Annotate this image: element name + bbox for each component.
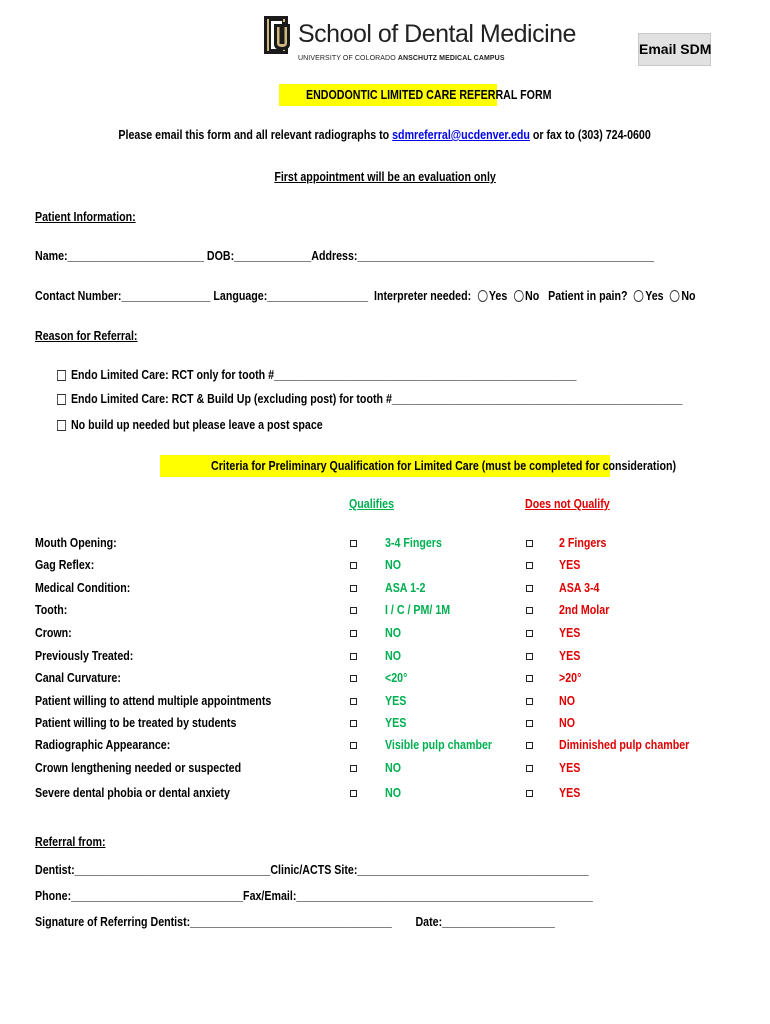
qualifies-checkbox[interactable] [350,720,357,727]
clinic-field[interactable]: _______________________________________ [357,862,589,877]
contact-field[interactable]: _______________ [121,288,211,303]
fax-email-field[interactable]: __________________________________________________ [296,888,593,903]
qualifies-value: 3-4 Fingers [385,535,442,550]
criteria-label: Patient willing to attend multiple appointments [35,693,272,708]
criteria-label: Crown lengthening needed or suspected [35,760,242,775]
not-qualify-value: NO [559,715,575,730]
qualifies-checkbox[interactable] [350,562,357,569]
reason-heading: Reason for Referral: [35,328,138,343]
not-qualify-value: 2 Fingers [559,535,607,550]
referral-from-heading: Referral from: [35,834,106,849]
reason-3-checkbox[interactable] [57,420,66,431]
qualifies-checkbox[interactable] [350,540,357,547]
criteria-label: Mouth Opening: [35,535,117,550]
cu-logo-icon [262,14,292,56]
date-field[interactable]: ___________________ [442,914,555,929]
not-qualify-checkbox[interactable] [526,585,533,592]
not-qualify-checkbox[interactable] [526,698,533,705]
campus-line: UNIVERSITY OF COLORADO ANSCHUTZ MEDICAL CAMPUS [298,55,505,62]
reason-1-checkbox[interactable] [57,370,66,381]
instructions-line: Please email this form and all relevant radiographs to sdmreferral@ucdenver.edu or fax to (303) 724-0600 [118,127,652,142]
not-qualify-checkbox[interactable] [526,742,533,749]
dentist-field[interactable]: _________________________________ [74,862,271,877]
reason-option-1: Endo Limited Care: RCT only for tooth #___________________________________________________ [57,367,576,382]
qualifies-value: I / C / PM/ 1M [385,602,451,617]
qualifies-checkbox[interactable] [350,653,357,660]
not-qualify-checkbox[interactable] [526,630,533,637]
tooth-field-1[interactable]: ___________________________________________________ [274,367,577,382]
qualifies-value: NO [385,760,401,775]
interpreter-no-radio[interactable] [514,290,524,302]
qualifies-checkbox[interactable] [350,607,357,614]
qualifies-value: Visible pulp chamber [385,737,493,752]
address-field[interactable]: __________________________________________________ [357,248,654,263]
qualifies-checkbox[interactable] [350,630,357,637]
not-qualify-checkbox[interactable] [526,765,533,772]
criteria-label: Severe dental phobia or dental anxiety [35,785,230,800]
criteria-label: Previously Treated: [35,648,134,663]
criteria-label: Medical Condition: [35,580,131,595]
qualifies-value: <20° [385,670,408,685]
not-qualify-value: YES [559,557,581,572]
criteria-label: Canal Curvature: [35,670,121,685]
tooth-field-2[interactable]: _________________________________________________ [391,391,683,406]
reason-2-checkbox[interactable] [57,394,66,405]
not-qualify-checkbox[interactable] [526,562,533,569]
not-qualify-value: YES [559,785,581,800]
not-qualify-checkbox[interactable] [526,720,533,727]
not-qualify-value: >20° [559,670,582,685]
pain-yes-radio[interactable] [634,290,644,302]
first-appointment-note: First appointment will be an evaluation only [274,169,496,184]
signature-field[interactable]: __________________________________ [190,914,392,929]
qualifies-checkbox[interactable] [350,742,357,749]
reason-option-2: Endo Limited Care: RCT & Build Up (excluding post) for tooth #_________________________________________________ [57,391,682,406]
not-qualify-value: Diminished pulp chamber [559,737,690,752]
patient-row-1: Name:_______________________ DOB:_____________Address:__________________________________________________ [35,248,654,263]
referral-row-1: Dentist:_________________________________Clinic/ACTS Site:_______________________________________ [35,862,589,877]
not-qualify-checkbox[interactable] [526,653,533,660]
not-qualify-value: ASA 3-4 [559,580,600,595]
criteria-label: Crown: [35,625,72,640]
criteria-label: Tooth: [35,602,68,617]
qualifies-header: Qualifies [349,496,395,511]
qualifies-value: YES [385,693,407,708]
qualifies-value: NO [385,648,401,663]
patient-row-2: Contact Number:_______________ Language:_________________ Interpreter needed: Yes No Patient in pain? Yes No [35,288,696,303]
interpreter-yes-radio[interactable] [477,290,487,302]
criteria-label: Gag Reflex: [35,557,95,572]
not-qualify-value: YES [559,760,581,775]
qualifies-checkbox[interactable] [350,790,357,797]
pain-no-radio[interactable] [670,290,680,302]
qualifies-value: ASA 1-2 [385,580,426,595]
patient-info-heading: Patient Information: [35,209,136,224]
not-qualify-value: YES [559,648,581,663]
qualifies-checkbox[interactable] [350,585,357,592]
qualifies-value: NO [385,625,401,640]
email-sdm-button[interactable]: Email SDM [638,33,711,66]
name-field[interactable]: _______________________ [67,248,204,263]
qualifies-value: YES [385,715,407,730]
not-qualify-checkbox[interactable] [526,607,533,614]
qualifies-checkbox[interactable] [350,675,357,682]
qualifies-value: NO [385,785,401,800]
not-qualify-checkbox[interactable] [526,675,533,682]
criteria-label: Radiographic Appearance: [35,737,171,752]
dob-field[interactable]: _____________ [234,248,312,263]
email-link[interactable]: sdmreferral@ucdenver.edu [392,127,531,142]
not-qualify-value: 2nd Molar [559,602,610,617]
not-qualify-header: Does not Qualify [525,496,610,511]
form-title: ENDODONTIC LIMITED CARE REFERRAL FORM [279,84,497,106]
criteria-title: Criteria for Preliminary Qualification for Limited Care (must be completed for consideration) [160,455,610,477]
not-qualify-checkbox[interactable] [526,540,533,547]
qualifies-value: NO [385,557,401,572]
school-name: School of Dental Medicine [298,20,576,48]
not-qualify-checkbox[interactable] [526,790,533,797]
not-qualify-value: YES [559,625,581,640]
reason-option-3: No build up needed but please leave a post space [57,417,323,432]
language-field[interactable]: _________________ [267,288,369,303]
criteria-label: Patient willing to be treated by students [35,715,237,730]
not-qualify-value: NO [559,693,575,708]
phone-field[interactable]: _____________________________ [71,888,244,903]
qualifies-checkbox[interactable] [350,698,357,705]
referral-row-3: Signature of Referring Dentist:__________________________________ Date:___________________ [35,914,555,929]
referral-row-2: Phone:_____________________________Fax/Email:__________________________________________________ [35,888,593,903]
qualifies-checkbox[interactable] [350,765,357,772]
